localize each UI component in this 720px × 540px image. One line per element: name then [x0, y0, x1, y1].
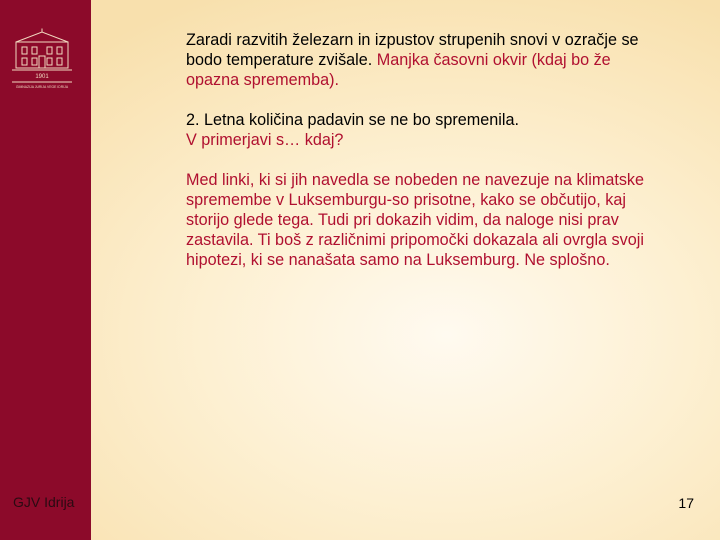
logo-caption: GIMNAZIJA JURIJA VEGE IDRIJA	[15, 85, 69, 89]
paragraph-1-comment: Manjka časovni okvir (kdaj bo že opazna sprememba).	[186, 51, 611, 89]
paragraph-2-text: 2. Letna količina padavin se ne bo spremenila.	[186, 111, 519, 129]
slide-content	[186, 30, 656, 270]
sidebar	[0, 0, 91, 540]
paragraph-1-text: Zaradi razvitih železarn in izpustov strupenih snovi v ozračje se bodo temperature zvišale.	[186, 31, 639, 69]
paragraph-2	[186, 110, 656, 150]
paragraph-3: Med linki, ki si jih navedla se nobeden ne navezuje na klimatske spremembe v Luksemburgu-so prisotne, kako se občutijo, kaj storijo glede tega. Tudi pri dokazih vidim, da naloge nisi prav zastavila. Ti boš z različnimi pripomočki dokazala ali ovrgla svoji hipotezi, ki se nanašata samo na Luksemburg. Ne splošno.	[186, 171, 645, 269]
paragraph-1	[186, 30, 656, 90]
paragraph-2-comment: V primerjavi s… kdaj?	[186, 131, 344, 149]
school-crest-logo	[8, 28, 76, 90]
page-number: 17	[678, 495, 694, 511]
logo-year: 1901	[35, 74, 49, 80]
footer-school-name: GJV Idrija	[13, 494, 75, 510]
